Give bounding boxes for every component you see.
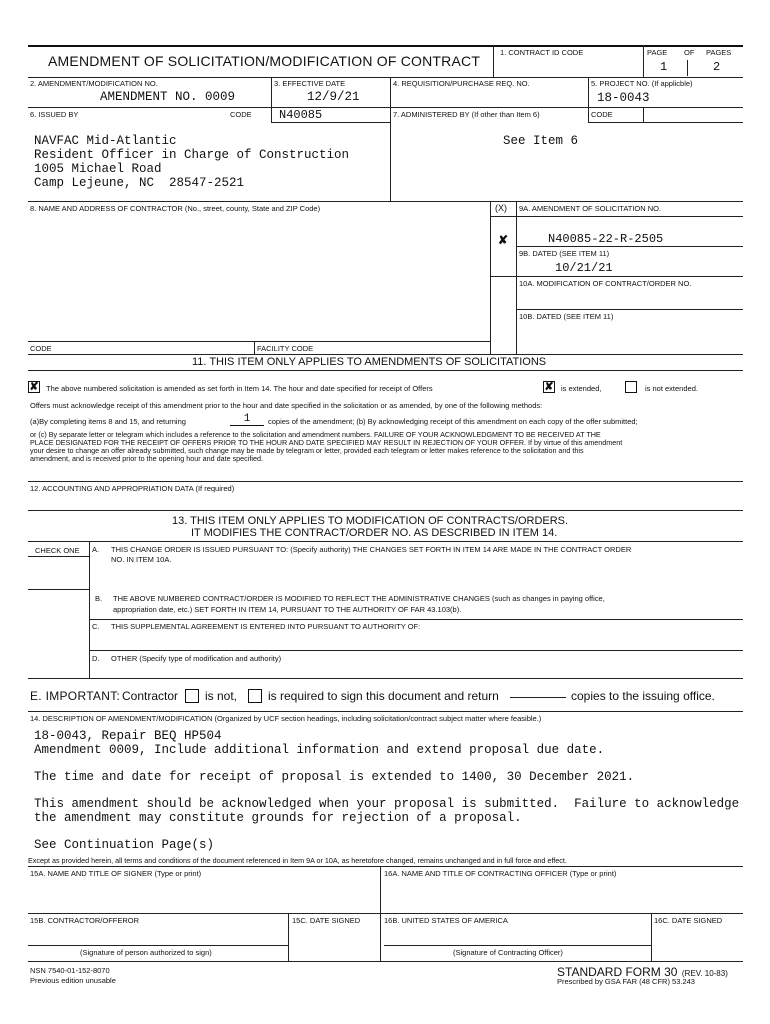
date-15c-label: 15C. DATE SIGNED <box>292 916 361 925</box>
standard-form-name: STANDARD FORM 30 <box>557 965 678 979</box>
description-line-5: the amendment may constitute grounds for rejection of a proposal. <box>34 811 522 825</box>
option-b-text-2: appropriation date, etc.) SET FORTH IN ITEM 14, PURSUANT TO THE AUTHORITY OF FAR 43.103(b). <box>113 605 462 614</box>
description-label: 14. DESCRIPTION OF AMENDMENT/MODIFICATION (Organized by UCF section headings, including solicitation/contract subject matter where feasible.) <box>30 714 542 723</box>
contractor-address-label: 8. NAME AND ADDRESS OF CONTRACTOR (No., street, county, State and ZIP Code) <box>30 204 321 213</box>
except-statement: Except as provided herein, all terms and conditions of the document referenced in Item 9A or 10A, as heretofore changed, remains unchanged and in full force and effect. <box>28 856 567 865</box>
officer-signature-line[interactable] <box>384 945 651 946</box>
page-label: PAGE <box>647 48 668 57</box>
date-16c-label: 16C. DATE SIGNED <box>654 916 723 925</box>
description-line-6: See Continuation Page(s) <box>34 838 215 852</box>
issued-by-line-3: 1005 Michael Road <box>34 162 162 176</box>
copies-label: copies to the issuing office. <box>571 689 715 703</box>
option-b-letter: B. <box>95 594 103 603</box>
signature-left-caption: (Signature of person authorized to sign) <box>80 948 212 957</box>
amendment-no-value: AMENDMENT NO. 0009 <box>100 90 236 104</box>
issued-by-line-2: Resident Officer in Charge of Construction <box>34 148 350 162</box>
modification-10a-label: 10A. MODIFICATION OF CONTRACT/ORDER NO. <box>519 279 692 288</box>
description-line-4: This amendment should be acknowledged when your proposal is submitted. Failure to acknowledge <box>34 797 740 811</box>
is-not-label: is not, <box>205 689 238 703</box>
item-11-line-3a: (a)By completing items 8 and 15, and returning <box>30 417 186 426</box>
option-a-text-2: NO. IN ITEM 10A. <box>111 555 172 564</box>
prescribed-by: Prescribed by GSA FAR (48 CFR) 53.243 <box>557 977 695 986</box>
signature-right-caption: (Signature of Contracting Officer) <box>453 948 563 957</box>
item-11-line-6: your desire to change an offer already submitted, such change may be made by telegram or letter, provided each telegram or letter makes reference to the solicitation and this <box>30 446 584 455</box>
copies-returned-value[interactable]: 1 <box>230 413 264 426</box>
is-not-checkbox[interactable] <box>185 689 199 703</box>
description-line-2: Amendment 0009, Include additional information and extend proposal due date. <box>34 743 605 757</box>
contract-id-label: 1. CONTRACT ID CODE <box>500 48 584 57</box>
dated-9b-value: 10/21/21 <box>555 261 613 275</box>
is-extended-checkbox[interactable]: ✘ <box>544 381 554 393</box>
dated-9b-label: 9B. DATED (SEE ITEM 11) <box>519 249 610 258</box>
form-title: AMENDMENT OF SOLICITATION/MODIFICATION OF CONTRACT <box>48 53 481 69</box>
option-c-text: THIS SUPPLEMENTAL AGREEMENT IS ENTERED INTO PURSUANT TO AUTHORITY OF: <box>111 622 421 631</box>
issued-by-line-1: NAVFAC Mid-Atlantic <box>34 134 177 148</box>
option-d-letter: D. <box>92 654 100 663</box>
dated-10b-label: 10B. DATED (SEE ITEM 11) <box>519 312 614 321</box>
page-number: 1 <box>660 60 668 74</box>
item-11-line-5: PLACE DESIGNATED FOR THE RECEIPT OF OFFERS PRIOR TO THE HOUR AND DATE SPECIFIED MAY RESULT IN REJECTION OF YOUR OFFER. If by virtue of this amendment <box>30 438 623 447</box>
x-column-label: (X) <box>495 203 507 213</box>
option-a-letter: A. <box>92 545 100 554</box>
item-11-heading: 11. THIS ITEM ONLY APPLIES TO AMENDMENTS OF SOLICITATIONS <box>192 356 547 368</box>
option-a-checkline[interactable] <box>28 589 89 590</box>
is-extended-label: is extended, <box>561 384 602 393</box>
amendment-no-label: 2. AMENDMENT/MODIFICATION NO. <box>30 79 158 88</box>
contractor-signature-line[interactable] <box>28 945 288 946</box>
not-extended-checkbox[interactable] <box>625 381 637 393</box>
facility-code-label: FACILITY CODE <box>257 344 314 353</box>
issued-code-value: N40085 <box>279 108 323 122</box>
project-no-value: 18-0043 <box>597 91 650 105</box>
item-11-line-3b: copies of the amendment; (b) By acknowledging receipt of this amendment on each copy of the offer submitted; <box>268 417 638 426</box>
important-contractor: Contractor <box>122 689 179 703</box>
option-a-text-1: THIS CHANGE ORDER IS ISSUED PURSUANT TO: (Specify authority) THE CHANGES SET FORTH IN ITEM 14 ARE MADE IN THE CONTRACT ORDER <box>111 545 632 554</box>
item-11-line-1: The above numbered solicitation is amended as set forth in Item 14. The hour and date specified for receipt of Offers <box>46 384 433 393</box>
effective-date-label: 3. EFFECTIVE DATE <box>274 79 346 88</box>
pages-label: PAGES <box>706 48 732 57</box>
effective-date-value: 12/9/21 <box>307 90 360 104</box>
item-11-line-7: amendment, and is received prior to the opening hour and date specified. <box>30 454 263 463</box>
is-required-label: is required to sign this document and return <box>268 689 499 703</box>
amendment-9a-check[interactable]: ✘ <box>498 233 509 247</box>
solicitation-amended-checkbox[interactable]: ✘ <box>29 381 39 393</box>
important-label: E. IMPORTANT: <box>30 689 121 703</box>
check-one-label: CHECK ONE <box>35 546 80 555</box>
option-c-letter: C. <box>92 622 100 631</box>
item-11-line-4: or (c) By separate letter or telegram which includes a reference to the solicitation and amendment numbers. FAILURE OF YOUR ACKNOWLEDGMENT TO BE RECEIVED AT THE <box>30 430 601 439</box>
amendment-9a-value: N40085-22-R-2505 <box>548 232 664 246</box>
description-line-3: The time and date for receipt of proposal is extended to 1400, 30 December 2021. <box>34 770 635 784</box>
officer-16a-label: 16A. NAME AND TITLE OF CONTRACTING OFFICER (Type or print) <box>384 869 617 878</box>
signer-15a-label: 15A. NAME AND TITLE OF SIGNER (Type or print) <box>30 869 202 878</box>
nsn-number: NSN 7540-01-152-8070 <box>30 966 110 975</box>
administered-by-label: 7. ADMINISTERED BY (If other than Item 6) <box>393 110 540 119</box>
accounting-data-label: 12. ACCOUNTING AND APPROPRIATION DATA (If required) <box>30 484 235 493</box>
option-b-text-1: THE ABOVE NUMBERED CONTRACT/ORDER IS MODIFIED TO REFLECT THE ADMINISTRATIVE CHANGES (such as changes in paying office, <box>113 594 605 603</box>
issued-by-label: 6. ISSUED BY <box>30 110 79 119</box>
standard-form-rev: (REV. 10-83) <box>681 969 728 978</box>
is-required-checkbox[interactable] <box>248 689 262 703</box>
amendment-9a-label: 9A. AMENDMENT OF SOLICITATION NO. <box>519 204 662 213</box>
administered-by-value: See Item 6 <box>503 134 579 148</box>
of-label: OF <box>684 48 695 57</box>
option-d-text: OTHER (Specify type of modification and authority) <box>111 654 282 663</box>
contractor-code-label: CODE <box>30 344 52 353</box>
pages-number: 2 <box>713 60 721 74</box>
requisition-label: 4. REQUISITION/PURCHASE REQ. NO. <box>393 79 530 88</box>
top-border <box>28 45 743 47</box>
project-no-label: 5. PROJECT NO. (If applicble) <box>591 79 693 88</box>
item-13-heading-1: 13. THIS ITEM ONLY APPLIES TO MODIFICATION OF CONTRACTS/ORDERS. <box>172 515 569 527</box>
usa-16b-label: 16B. UNITED STATES OF AMERICA <box>384 916 508 925</box>
item-13-heading-2: IT MODIFIES THE CONTRACT/ORDER NO. AS DESCRIBED IN ITEM 14. <box>191 527 558 539</box>
previous-edition: Previous edition unusable <box>30 976 116 985</box>
issued-code-label: CODE <box>230 110 252 119</box>
issued-by-line-4: Camp Lejeune, NC 28547-2521 <box>34 176 245 190</box>
item-11-line-2: Offers must acknowledge receipt of this amendment prior to the hour and date specified in the solicitation or as amended, by one of the following methods: <box>30 401 543 410</box>
copies-blank[interactable] <box>510 697 566 698</box>
not-extended-label: is not extended. <box>645 384 698 393</box>
admin-code-label: CODE <box>591 110 613 119</box>
contractor-15b-label: 15B. CONTRACTOR/OFFEROR <box>30 916 140 925</box>
description-line-1: 18-0043, Repair BEQ HP504 <box>34 729 222 743</box>
